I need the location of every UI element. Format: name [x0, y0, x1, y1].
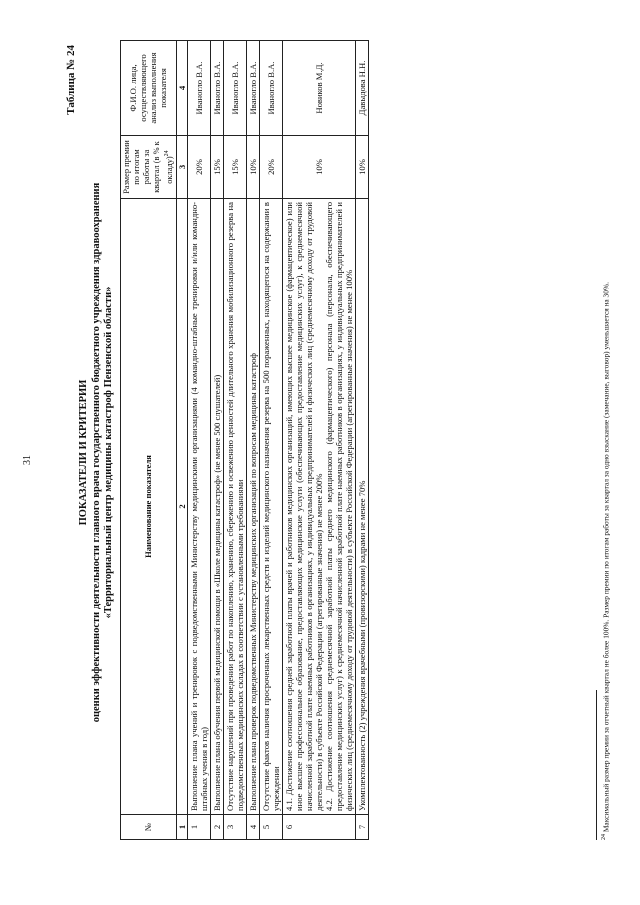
header-fio: Ф.И.О. лица, осуществляющего анализ выполнения показателя [121, 41, 177, 136]
row-no: 6 [282, 815, 355, 840]
table-row [246, 41, 259, 840]
row-prize: 10% [246, 136, 259, 199]
title-line-2: оценки эффективности деятельности главного врача государственного бюджетного учреждения здравоохранения [90, 182, 102, 723]
table-row [210, 41, 223, 840]
header-name: Наименование показателя [121, 199, 177, 815]
row-no: 5 [259, 815, 282, 840]
row-fio: Иваноглo В.А. [223, 41, 246, 136]
table-row [187, 41, 210, 840]
footnote-marker: 24 [601, 834, 607, 840]
row-prize: 20% [259, 136, 282, 199]
header-prize-footnote-ref: 24 [164, 150, 170, 157]
row-prize: 10% [282, 136, 355, 199]
row-no: 4 [246, 815, 259, 840]
row-prize: 15% [210, 136, 223, 199]
row-fio: Иваноглo В.А. [259, 41, 282, 136]
footnote-separator [596, 690, 597, 840]
header-prize [121, 136, 177, 199]
row-fio: Иваноглo В.А. [210, 41, 223, 136]
row-name: Выполнение плана учений и тренировок с подведомственными Министерству медицинскими организациями (4 командно-штабные тренировки и/или командно-штабных учения в год) [187, 199, 210, 815]
title-line-1: ПОКАЗАТЕЛИ И КРИТЕРИИ [78, 379, 89, 526]
table-row [259, 41, 282, 840]
header-prize-text: Размер премии по итогам работы за квартал (в % к окладу) [122, 140, 174, 194]
row-fio: Давыдова Н.Н. [355, 41, 368, 136]
row-name-part-1: 4.1. Достижение соотношения средней заработной платы врачей и работников медицинских организаций, имеющих высшее медицинское (фармацевтическое) или иное высшее профессиональное образование, предоставляющих медицинские услуги (обеспечивающих предоставление медицинских услуг), к среднемесячной начисленной заработной плате наемных работников в организациях, у индивидуальных предпринимателей и физических лиц (среднемесячному доходу от трудовой деятельности) в субъекте Российской Федерации (агрегированные значения) не менее 200% [283, 202, 324, 811]
row-prize: 15% [223, 136, 246, 199]
row-no: 2 [210, 815, 223, 840]
row-name: Выполнение плана проверок подведомственных Министерству медицинских организаций по вопросам медицины катастроф [246, 199, 259, 815]
table-label: Таблица № 24 [65, 45, 77, 115]
col-number-2: 2 [176, 199, 187, 815]
row-prize: 20% [187, 136, 210, 199]
row-name: Укомплектованность (2) учреждения врачебными (провизорскими) кадрами не менее 70% [355, 199, 368, 815]
criteria-table [120, 40, 369, 840]
col-number-3: 3 [176, 136, 187, 199]
row-name: Отсутствие нарушений при проведении работ по накоплению, хранению, сбережению и освежению ценностей длительного хранения мобилизационного резерва на подведомственных медицинских складах в соответствии с установленными требованиями [223, 199, 246, 815]
table-row [355, 41, 368, 840]
row-fio: Новиков М.Д. [282, 41, 355, 136]
table-row [282, 41, 355, 840]
col-number-1: 1 [176, 815, 187, 840]
row-prize: 10% [355, 136, 368, 199]
row-fio: Иваноглo В.А. [246, 41, 259, 136]
footnote-text: Максимальный размер премии за отчетный квартал не более 100%. Размер премии по итогам работы за квартал за одно взыскание (замечание, выговор) уменьшается на 30%. [601, 282, 611, 833]
row-no: 7 [355, 815, 368, 840]
footnote [600, 40, 610, 840]
row-no: 3 [223, 815, 246, 840]
row-fio: Иваноглo В.А. [187, 41, 210, 136]
row-name-part-2: 4.2. Достижение соотношения среднемесячной заработной платы среднего медицинского (фармацевтического) персонала (персонала, обеспечивающего предоставление медицинских услуг) к среднемесячной начисленной заработной плате наемных работников в организациях, у индивидуальных предпринимателей и физических лиц (среднемесячному доходу от трудовой деятельности) в субъекте Российской Федерации (агрегированные значения) не менее 100% [323, 202, 354, 811]
title-line-3: «Территориальный центр медицины катастроф Пензенской области» [103, 286, 114, 619]
col-number-4: 4 [176, 41, 187, 136]
row-name [282, 199, 355, 815]
page-number: 31 [22, 455, 33, 465]
header-no: № [121, 815, 177, 840]
column-number-row [176, 41, 187, 840]
table-row [223, 41, 246, 840]
title-block [78, 0, 116, 905]
row-no: 1 [187, 815, 210, 840]
row-name: Отсутствие фактов наличия просроченных лекарственных средств и изделий медицинского назначения резерва на 500 пораженных, находящегося на содержании в учреждении [259, 199, 282, 815]
header-row [121, 41, 177, 840]
row-name: Выполнение плана обучения первой медицинской помощи в «Школе медицины катастроф» (не менее 500 слушателей) [210, 199, 223, 815]
